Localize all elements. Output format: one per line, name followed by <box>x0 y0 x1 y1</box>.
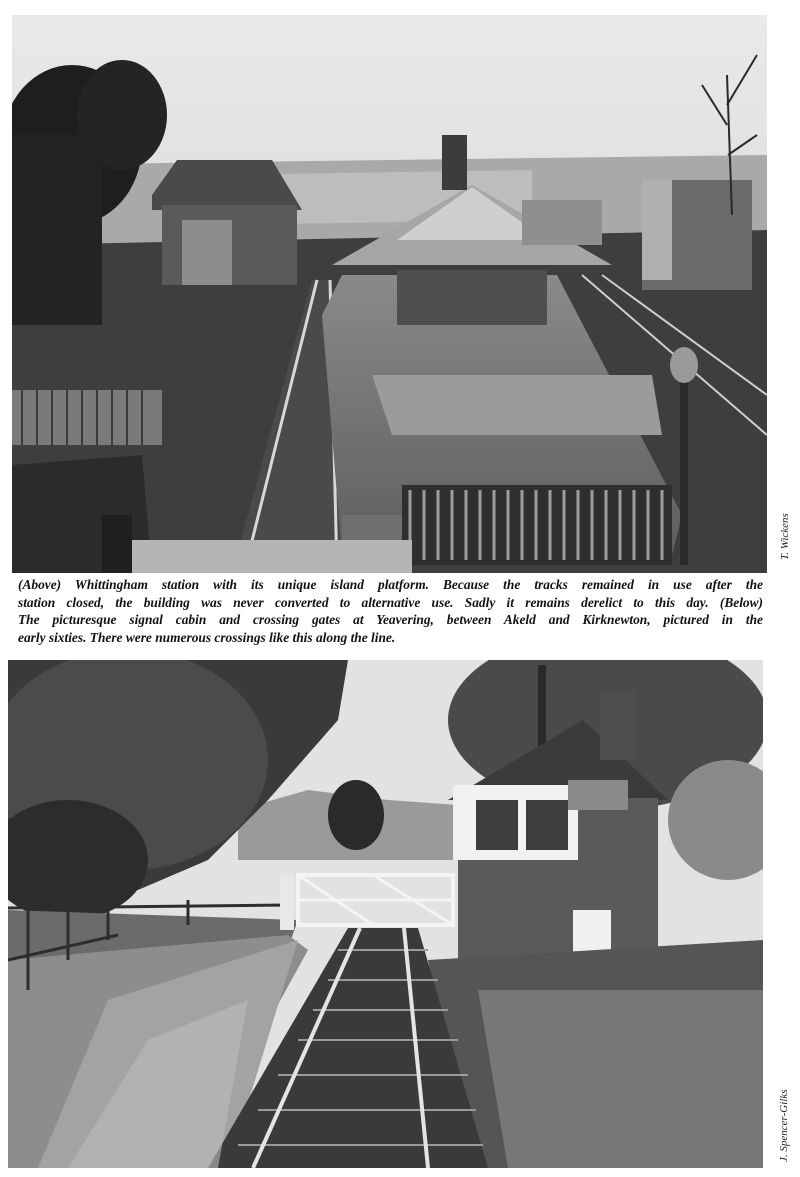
photo-credit-top: T. Wickens <box>779 513 791 560</box>
photo-credit-bottom: J. Spencer-Gilks <box>778 1089 790 1162</box>
caption-line: (Above) Whittingham station with its unique island platform. Because the tracks remained in use after the <box>18 577 763 592</box>
caption-line: early sixties. There were numerous crossings like this along the line. <box>18 629 396 645</box>
caption-line: station closed, the building was never converted to alternative use. Sadly it remains derelict to this day. (Below) <box>18 594 763 610</box>
photo-top-drawing <box>12 15 767 573</box>
photo-whittingham-station <box>12 15 767 573</box>
photo-yeavering-signal-cabin <box>8 660 763 1168</box>
photo-bottom-drawing <box>8 660 763 1168</box>
caption-line: The picturesque signal cabin and crossing gates at Yeavering, between Akeld and Kirknewton, pictured in the <box>18 612 763 628</box>
caption <box>18 576 763 646</box>
